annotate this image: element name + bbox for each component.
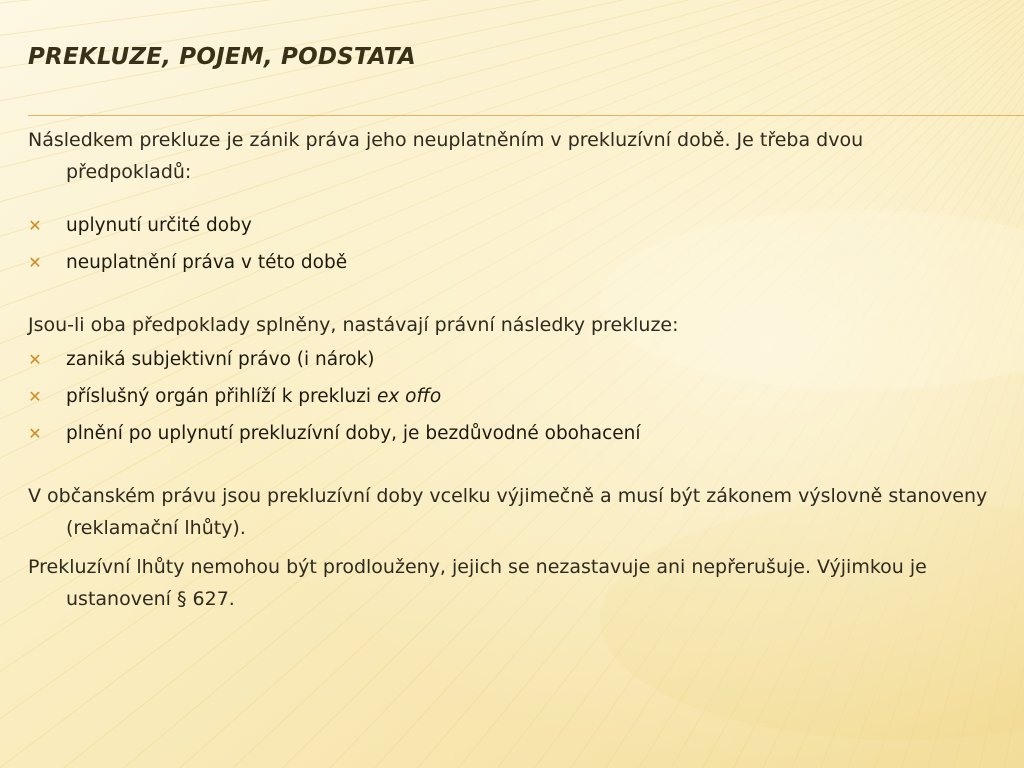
consequence-item <box>28 378 988 415</box>
intro-paragraph: Následkem prekluze je zánik práva jeho neuplatněním v prekluzívní době. Je třeba dvou předpokladů: <box>28 129 864 183</box>
x-mark-icon: ✕ <box>28 216 42 235</box>
extension-paragraph: Prekluzívní lhůty nemohou být prodlouženy, jejich se nezastavuje ani nepřerušuje. Výjimkou je ustanovení § 627. <box>28 556 927 610</box>
consequence-text: příslušný orgán přihlíží k prekluzi <box>66 386 377 407</box>
condition-item <box>28 244 988 281</box>
slide-title: PREKLUZE, POJEM, PODSTATA <box>28 44 416 70</box>
condition-item <box>28 207 988 244</box>
condition-text: neuplatnění práva v této době <box>66 252 348 273</box>
consequence-italic-text: ex offo <box>376 386 442 407</box>
consequence-item <box>28 415 988 452</box>
x-mark-icon: ✕ <box>28 253 42 272</box>
x-mark-icon: ✕ <box>28 424 42 443</box>
title-divider <box>28 115 1024 116</box>
consequences-intro: Jsou-li oba předpoklady splněny, nastávají právní následky prekluze: <box>28 314 679 336</box>
civil-law-paragraph: V občanském právu jsou prekluzívní doby vcelku výjimečně a musí být zákonem výslovně stanoveny (reklamační lhůty). <box>28 485 988 539</box>
slide-body <box>28 124 988 615</box>
condition-text: uplynutí určité doby <box>66 215 252 236</box>
consequence-text: plnění po uplynutí prekluzívní doby, je bezdůvodné obohacení <box>66 423 641 444</box>
x-mark-icon: ✕ <box>28 387 42 406</box>
consequence-text: zaniká subjektivní právo (i nárok) <box>66 349 375 370</box>
x-mark-icon: ✕ <box>28 350 42 369</box>
consequence-item <box>28 341 988 378</box>
